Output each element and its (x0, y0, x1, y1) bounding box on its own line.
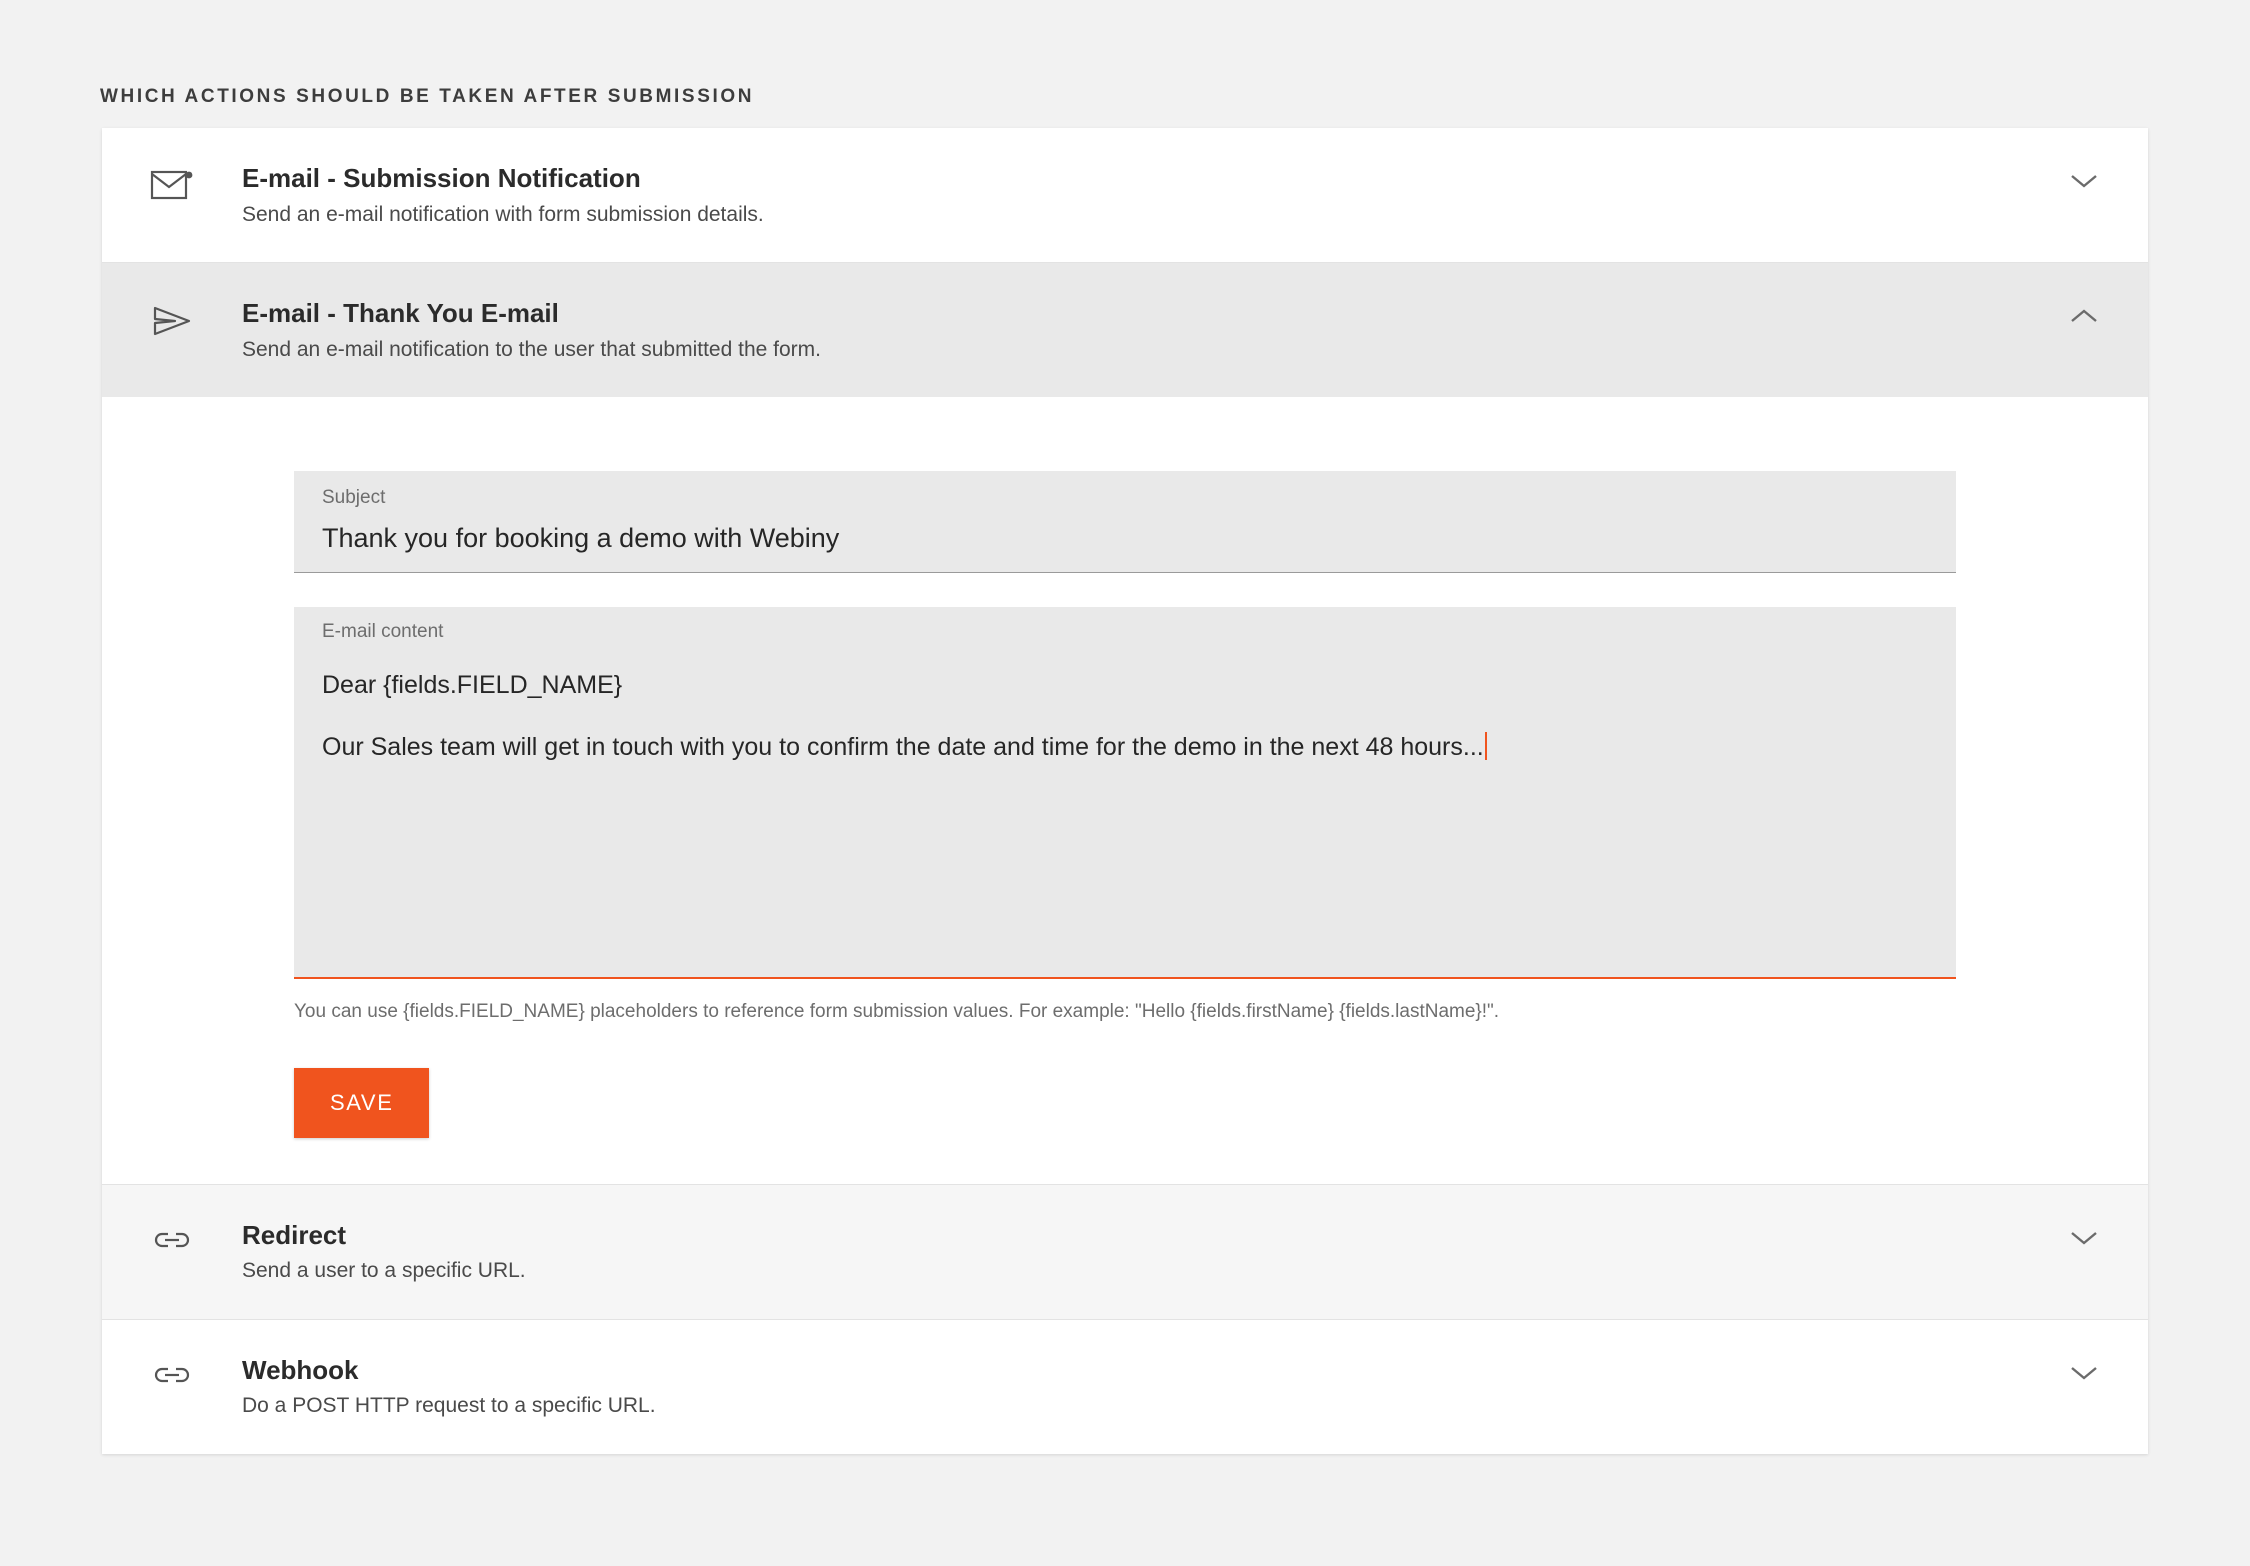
action-text-email-submission-notification (242, 162, 2054, 228)
action-title: Webhook (242, 1354, 359, 1385)
envelope-icon (102, 162, 242, 204)
subject-value: Thank you for booking a demo with Webiny (322, 522, 840, 553)
subject-label: Subject (322, 487, 386, 508)
action-subtitle: Send an e-mail notification to the user that submitted the form. (242, 337, 821, 361)
text-caret (1485, 732, 1487, 760)
action-subtitle: Send an e-mail notification with form submission details. (242, 202, 764, 226)
link-icon (102, 1354, 242, 1390)
subject-field-wrap (294, 471, 1956, 573)
email-content-line-2-wrap (322, 729, 1928, 767)
save-button[interactable]: SAVE (294, 1068, 429, 1138)
action-title: Redirect (242, 1219, 347, 1250)
action-text-webhook (242, 1354, 2054, 1420)
action-row-redirect[interactable] (102, 1185, 2148, 1319)
link-icon (102, 1219, 242, 1255)
chevron-down-icon[interactable] (2054, 162, 2114, 190)
action-subtitle: Send a user to a specific URL. (242, 1259, 526, 1283)
action-row-email-submission-notification[interactable] (102, 128, 2148, 262)
action-title: E-mail - Thank You E-mail (242, 298, 559, 328)
action-row-webhook[interactable] (102, 1320, 2148, 1454)
chevron-down-icon[interactable] (2054, 1354, 2114, 1382)
email-content-line-2: Our Sales team will get in touch with you to confirm the date and time for the demo in the next 48 hours... (322, 732, 1484, 761)
placeholder-help-text: You can use {fields.FIELD_NAME} placeholders to reference form submission values. For example: "Hello {fields.firstName} {fields.lastName}!". (294, 1001, 1500, 1023)
chevron-down-icon[interactable] (2054, 1219, 2114, 1247)
action-title: E-mail - Submission Notification (242, 163, 641, 193)
thank-you-email-form (102, 397, 2148, 1184)
action-row-email-thank-you[interactable] (102, 263, 2148, 397)
action-text-redirect (242, 1219, 2054, 1285)
email-content-textarea[interactable] (294, 607, 1956, 979)
content-field-wrap (294, 607, 1956, 979)
action-subtitle: Do a POST HTTP request to a specific URL. (242, 1394, 656, 1418)
subject-input[interactable] (294, 471, 1956, 573)
page-title: WHICH ACTIONS SHOULD BE TAKEN AFTER SUBMISSION (100, 86, 755, 107)
paper-plane-icon (102, 297, 242, 339)
email-content-label: E-mail content (322, 621, 444, 643)
actions-panel (102, 128, 2148, 1454)
email-content-line-1: Dear {fields.FIELD_NAME} (322, 671, 623, 700)
chevron-up-icon[interactable] (2054, 297, 2114, 325)
action-text-email-thank-you (242, 297, 2054, 363)
